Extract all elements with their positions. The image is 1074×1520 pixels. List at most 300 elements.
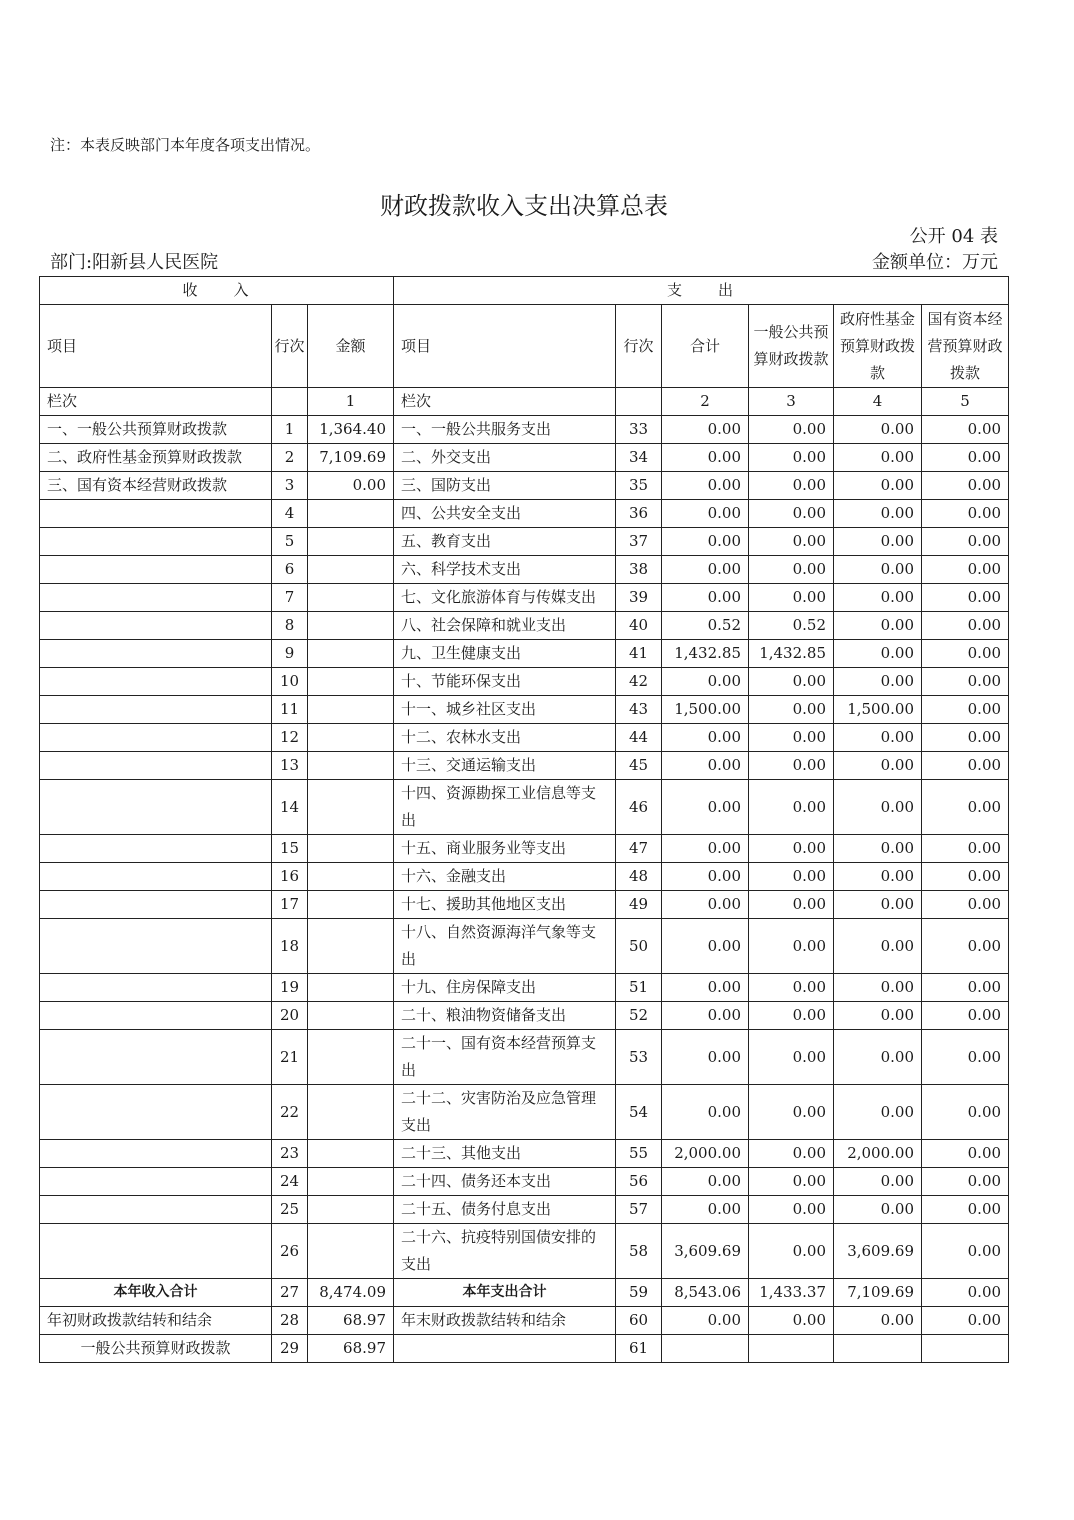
row-number: 54 — [616, 1085, 662, 1140]
income-item — [40, 1085, 272, 1140]
table-id: 公开 04 表 — [909, 226, 998, 247]
general-amount: 1,432.85 — [749, 640, 834, 668]
state-amount: 0.00 — [922, 528, 1009, 556]
col-number: 2 — [662, 388, 749, 416]
row-number: 2 — [272, 444, 308, 472]
income-item — [40, 556, 272, 584]
general-amount: 0.00 — [749, 668, 834, 696]
row-number: 19 — [272, 974, 308, 1002]
row-number: 14 — [272, 780, 308, 835]
fund-amount: 1,500.00 — [834, 696, 922, 724]
state-amount: 0.00 — [922, 919, 1009, 974]
expense-item: 一、一般公共服务支出 — [394, 416, 616, 444]
carryover-row — [40, 1307, 1009, 1335]
total-amount: 0.00 — [662, 863, 749, 891]
general-amount: 0.00 — [749, 780, 834, 835]
expense-item: 十八、自然资源海洋气象等支出 — [394, 919, 616, 974]
income-item: 二、政府性基金预算财政拨款 — [40, 444, 272, 472]
expense-item: 十七、援助其他地区支出 — [394, 891, 616, 919]
general-amount: 0.00 — [749, 1168, 834, 1196]
row-number: 58 — [616, 1224, 662, 1279]
total-amount: 3,609.69 — [662, 1224, 749, 1279]
fund-amount: 0.00 — [834, 444, 922, 472]
row-number: 8 — [272, 612, 308, 640]
income-item — [40, 835, 272, 863]
table-row — [40, 1002, 1009, 1030]
income-amount — [308, 612, 394, 640]
expense-item: 三、国防支出 — [394, 472, 616, 500]
state-amount: 0.00 — [922, 1030, 1009, 1085]
total-amount: 0.00 — [662, 1030, 749, 1085]
table-row — [40, 416, 1009, 444]
state-amount: 0.00 — [922, 444, 1009, 472]
row-number: 5 — [272, 528, 308, 556]
income-amount: 7,109.69 — [308, 444, 394, 472]
fund-amount: 0.00 — [834, 528, 922, 556]
income-amount — [308, 1168, 394, 1196]
expense-item: 二十三、其他支出 — [394, 1140, 616, 1168]
income-item — [40, 891, 272, 919]
state-amount: 0.00 — [922, 612, 1009, 640]
row-number: 36 — [616, 500, 662, 528]
state-amount: 0.00 — [922, 1279, 1009, 1307]
total-amount: 0.00 — [662, 919, 749, 974]
row-number: 20 — [272, 1002, 308, 1030]
general-amount: 1,433.37 — [749, 1279, 834, 1307]
income-amount — [308, 1002, 394, 1030]
total-amount: 0.00 — [662, 444, 749, 472]
general-amount: 0.00 — [749, 1002, 834, 1030]
expense-item: 十二、农林水支出 — [394, 724, 616, 752]
expense-item: 二、外交支出 — [394, 444, 616, 472]
state-amount: 0.00 — [922, 500, 1009, 528]
table-note: 注：本表反映部门本年度各项支出情况。 — [50, 136, 321, 154]
income-item — [40, 1030, 272, 1085]
state-amount: 0.00 — [922, 668, 1009, 696]
general-amount: 0.00 — [749, 974, 834, 1002]
total-amount: 8,543.06 — [662, 1279, 749, 1307]
row-number: 25 — [272, 1196, 308, 1224]
row-number: 1 — [272, 416, 308, 444]
table-row — [40, 556, 1009, 584]
fund-amount: 0.00 — [834, 974, 922, 1002]
col-label: 栏次 — [40, 388, 272, 416]
column-number-row — [40, 388, 1009, 416]
row-number: 34 — [616, 444, 662, 472]
fund-amount: 0.00 — [834, 1196, 922, 1224]
income-amount — [308, 891, 394, 919]
state-amount: 0.00 — [922, 1196, 1009, 1224]
row-number: 38 — [616, 556, 662, 584]
state-amount: 0.00 — [922, 1140, 1009, 1168]
row-number: 48 — [616, 863, 662, 891]
fund-amount: 0.00 — [834, 919, 922, 974]
income-item — [40, 1168, 272, 1196]
state-capital-header: 国有资本经营预算财政拨款 — [922, 305, 1009, 388]
income-item — [40, 1140, 272, 1168]
state-amount: 0.00 — [922, 780, 1009, 835]
expense-item: 二十六、抗疫特别国债安排的支出 — [394, 1224, 616, 1279]
row-number: 9 — [272, 640, 308, 668]
department-label: 部门:阳新县人民医院 — [50, 252, 219, 273]
fund-amount: 0.00 — [834, 863, 922, 891]
row-number: 10 — [272, 668, 308, 696]
fund-amount: 3,609.69 — [834, 1224, 922, 1279]
table-row — [40, 472, 1009, 500]
income-total-label: 本年收入合计 — [40, 1279, 272, 1307]
unit-label: 金额单位：万元 — [872, 252, 998, 273]
row-number: 41 — [616, 640, 662, 668]
expense-row-no-header: 行次 — [616, 305, 662, 388]
table-row — [40, 528, 1009, 556]
row-number: 12 — [272, 724, 308, 752]
income-amount — [308, 1030, 394, 1085]
row-number: 61 — [616, 1335, 662, 1363]
general-amount: 0.00 — [749, 752, 834, 780]
table-row — [40, 780, 1009, 835]
fund-amount: 0.00 — [834, 612, 922, 640]
income-amount — [308, 1140, 394, 1168]
total-amount: 0.00 — [662, 891, 749, 919]
fund-amount: 7,109.69 — [834, 1279, 922, 1307]
row-number: 29 — [272, 1335, 308, 1363]
state-amount: 0.00 — [922, 556, 1009, 584]
expense-item: 八、社会保障和就业支出 — [394, 612, 616, 640]
state-amount: 0.00 — [922, 1307, 1009, 1335]
expense-item: 五、教育支出 — [394, 528, 616, 556]
general-amount: 0.00 — [749, 556, 834, 584]
expense-item-header: 项目 — [394, 305, 616, 388]
income-item — [40, 724, 272, 752]
income-amount — [308, 1085, 394, 1140]
row-number: 40 — [616, 612, 662, 640]
fund-amount: 0.00 — [834, 724, 922, 752]
income-item — [40, 974, 272, 1002]
table-row — [40, 724, 1009, 752]
fund-amount: 0.00 — [834, 556, 922, 584]
fund-amount: 0.00 — [834, 416, 922, 444]
income-section-header: 收 入 — [40, 277, 394, 305]
income-item-header: 项目 — [40, 305, 272, 388]
fund-amount: 0.00 — [834, 1030, 922, 1085]
income-amount — [308, 974, 394, 1002]
income-amount — [308, 556, 394, 584]
expense-item: 二十、粮油物资储备支出 — [394, 1002, 616, 1030]
income-item — [40, 752, 272, 780]
income-amount — [308, 919, 394, 974]
income-amount — [308, 640, 394, 668]
general-amount: 0.00 — [749, 724, 834, 752]
general-amount: 0.00 — [749, 835, 834, 863]
state-amount: 0.00 — [922, 1085, 1009, 1140]
total-amount: 0.00 — [662, 668, 749, 696]
expense-carryover-label: 年末财政拨款结转和结余 — [394, 1307, 616, 1335]
general-amount: 0.00 — [749, 500, 834, 528]
table-row — [40, 584, 1009, 612]
general-amount: 0.00 — [749, 472, 834, 500]
row-number: 49 — [616, 891, 662, 919]
total-amount: 1,500.00 — [662, 696, 749, 724]
row-number: 33 — [616, 416, 662, 444]
row-number: 6 — [272, 556, 308, 584]
row-number: 53 — [616, 1030, 662, 1085]
expense-section-header: 支 出 — [394, 277, 1009, 305]
state-amount: 0.00 — [922, 416, 1009, 444]
row-number: 3 — [272, 472, 308, 500]
row-number: 27 — [272, 1279, 308, 1307]
general-amount: 0.00 — [749, 1196, 834, 1224]
income-amount — [308, 528, 394, 556]
income-item: 三、国有资本经营财政拨款 — [40, 472, 272, 500]
row-number: 21 — [272, 1030, 308, 1085]
income-carryover-label: 年初财政拨款结转和结余 — [40, 1307, 272, 1335]
table-row — [40, 1140, 1009, 1168]
fund-amount: 0.00 — [834, 1002, 922, 1030]
fund-amount: 0.00 — [834, 780, 922, 835]
empty-cell — [394, 1335, 616, 1363]
income-item: 一、一般公共预算财政拨款 — [40, 416, 272, 444]
table-row — [40, 1224, 1009, 1279]
income-item — [40, 528, 272, 556]
general-amount: 0.00 — [749, 919, 834, 974]
general-amount: 0.00 — [749, 584, 834, 612]
general-amount: 0.00 — [749, 416, 834, 444]
total-amount: 0.00 — [662, 556, 749, 584]
total-amount: 0.00 — [662, 835, 749, 863]
income-amount: 1,364.40 — [308, 416, 394, 444]
row-number: 23 — [272, 1140, 308, 1168]
fund-amount: 0.00 — [834, 1307, 922, 1335]
fund-amount: 0.00 — [834, 1168, 922, 1196]
income-amount: 0.00 — [308, 472, 394, 500]
expense-item: 二十二、灾害防治及应急管理支出 — [394, 1085, 616, 1140]
row-number: 46 — [616, 780, 662, 835]
row-number: 43 — [616, 696, 662, 724]
row-number: 28 — [272, 1307, 308, 1335]
income-amount — [308, 1224, 394, 1279]
total-amount: 0.00 — [662, 1168, 749, 1196]
total-amount: 0.00 — [662, 1307, 749, 1335]
finance-summary-table — [39, 276, 1009, 1363]
total-amount: 2,000.00 — [662, 1140, 749, 1168]
row-number: 59 — [616, 1279, 662, 1307]
income-amount — [308, 584, 394, 612]
row-number: 4 — [272, 500, 308, 528]
fund-amount: 0.00 — [834, 1085, 922, 1140]
row-number: 35 — [616, 472, 662, 500]
expense-item: 十五、商业服务业等支出 — [394, 835, 616, 863]
income-amount — [308, 835, 394, 863]
fund-amount: 0.00 — [834, 500, 922, 528]
income-amount — [308, 863, 394, 891]
table-row — [40, 835, 1009, 863]
general-carryover-amount: 68.97 — [308, 1335, 394, 1363]
state-amount: 0.00 — [922, 696, 1009, 724]
general-amount: 0.00 — [749, 1030, 834, 1085]
row-number: 13 — [272, 752, 308, 780]
income-item — [40, 1002, 272, 1030]
total-amount: 0.00 — [662, 416, 749, 444]
income-amount-header: 金额 — [308, 305, 394, 388]
empty-cell — [662, 1335, 749, 1363]
expense-item: 七、文化旅游体育与传媒支出 — [394, 584, 616, 612]
total-amount: 0.00 — [662, 724, 749, 752]
income-item — [40, 1196, 272, 1224]
state-amount: 0.00 — [922, 752, 1009, 780]
row-number: 37 — [616, 528, 662, 556]
income-item — [40, 584, 272, 612]
expense-item: 二十五、债务付息支出 — [394, 1196, 616, 1224]
state-amount: 0.00 — [922, 1168, 1009, 1196]
table-row — [40, 640, 1009, 668]
income-amount — [308, 752, 394, 780]
row-number: 47 — [616, 835, 662, 863]
fund-amount: 0.00 — [834, 752, 922, 780]
fund-amount: 0.00 — [834, 640, 922, 668]
row-number: 16 — [272, 863, 308, 891]
table-row — [40, 612, 1009, 640]
state-amount: 0.00 — [922, 974, 1009, 1002]
table-row — [40, 891, 1009, 919]
table-row — [40, 1196, 1009, 1224]
empty-cell — [616, 388, 662, 416]
state-amount: 0.00 — [922, 835, 1009, 863]
row-number: 18 — [272, 919, 308, 974]
table-row — [40, 1030, 1009, 1085]
total-amount: 0.00 — [662, 584, 749, 612]
general-amount: 0.52 — [749, 612, 834, 640]
fund-budget-header: 政府性基金预算财政拨款 — [834, 305, 922, 388]
income-item — [40, 863, 272, 891]
col-number: 1 — [308, 388, 394, 416]
fund-amount: 0.00 — [834, 584, 922, 612]
row-number: 11 — [272, 696, 308, 724]
row-number: 24 — [272, 1168, 308, 1196]
table-row — [40, 919, 1009, 974]
row-number: 7 — [272, 584, 308, 612]
column-header-row — [40, 305, 1009, 388]
general-amount: 0.00 — [749, 1307, 834, 1335]
general-budget-header: 一般公共预算财政拨款 — [749, 305, 834, 388]
row-number: 45 — [616, 752, 662, 780]
empty-cell — [749, 1335, 834, 1363]
row-number: 57 — [616, 1196, 662, 1224]
income-item — [40, 500, 272, 528]
income-item — [40, 640, 272, 668]
table-row — [40, 863, 1009, 891]
table-row — [40, 500, 1009, 528]
general-amount: 0.00 — [749, 863, 834, 891]
totals-row — [40, 1279, 1009, 1307]
general-carryover-label: 一般公共预算财政拨款 — [40, 1335, 272, 1363]
expense-item: 十九、住房保障支出 — [394, 974, 616, 1002]
total-amount: 0.52 — [662, 612, 749, 640]
fund-amount: 2,000.00 — [834, 1140, 922, 1168]
income-amount — [308, 780, 394, 835]
income-row-no-header: 行次 — [272, 305, 308, 388]
expense-item: 九、卫生健康支出 — [394, 640, 616, 668]
col-number: 4 — [834, 388, 922, 416]
state-amount: 0.00 — [922, 472, 1009, 500]
table-row — [40, 974, 1009, 1002]
fund-amount: 0.00 — [834, 668, 922, 696]
expense-item: 十三、交通运输支出 — [394, 752, 616, 780]
total-amount: 0.00 — [662, 974, 749, 1002]
total-amount: 0.00 — [662, 472, 749, 500]
expense-item: 二十一、国有资本经营预算支出 — [394, 1030, 616, 1085]
row-number: 26 — [272, 1224, 308, 1279]
row-number: 56 — [616, 1168, 662, 1196]
expense-item: 四、公共安全支出 — [394, 500, 616, 528]
state-amount: 0.00 — [922, 640, 1009, 668]
income-item — [40, 612, 272, 640]
carryover-general-row — [40, 1335, 1009, 1363]
table-row — [40, 1085, 1009, 1140]
total-amount: 0.00 — [662, 780, 749, 835]
total-amount: 0.00 — [662, 1196, 749, 1224]
row-number: 50 — [616, 919, 662, 974]
table-row — [40, 752, 1009, 780]
table-row — [40, 1168, 1009, 1196]
expense-item: 十一、城乡社区支出 — [394, 696, 616, 724]
general-amount: 0.00 — [749, 1224, 834, 1279]
expense-item: 十六、金融支出 — [394, 863, 616, 891]
row-number: 60 — [616, 1307, 662, 1335]
expense-item: 十四、资源勘探工业信息等支出 — [394, 780, 616, 835]
income-item — [40, 780, 272, 835]
page-title: 财政拨款收入支出决算总表 — [380, 192, 668, 220]
general-amount: 0.00 — [749, 891, 834, 919]
income-total-amount: 8,474.09 — [308, 1279, 394, 1307]
row-number: 52 — [616, 1002, 662, 1030]
row-number: 15 — [272, 835, 308, 863]
section-header-row — [40, 277, 1009, 305]
total-amount: 0.00 — [662, 528, 749, 556]
row-number: 51 — [616, 974, 662, 1002]
income-carryover-amount: 68.97 — [308, 1307, 394, 1335]
total-amount: 0.00 — [662, 1002, 749, 1030]
fund-amount: 0.00 — [834, 891, 922, 919]
col-label: 栏次 — [394, 388, 616, 416]
general-amount: 0.00 — [749, 1085, 834, 1140]
general-amount: 0.00 — [749, 1140, 834, 1168]
row-number: 39 — [616, 584, 662, 612]
fund-amount: 0.00 — [834, 472, 922, 500]
general-amount: 0.00 — [749, 528, 834, 556]
empty-cell — [272, 388, 308, 416]
row-number: 17 — [272, 891, 308, 919]
empty-cell — [834, 1335, 922, 1363]
state-amount: 0.00 — [922, 1002, 1009, 1030]
state-amount: 0.00 — [922, 891, 1009, 919]
table-row — [40, 696, 1009, 724]
income-amount — [308, 696, 394, 724]
state-amount: 0.00 — [922, 863, 1009, 891]
state-amount: 0.00 — [922, 584, 1009, 612]
general-amount: 0.00 — [749, 696, 834, 724]
total-header: 合计 — [662, 305, 749, 388]
expense-item: 六、科学技术支出 — [394, 556, 616, 584]
income-amount — [308, 668, 394, 696]
table-row — [40, 668, 1009, 696]
state-amount: 0.00 — [922, 724, 1009, 752]
expense-item: 二十四、债务还本支出 — [394, 1168, 616, 1196]
row-number: 44 — [616, 724, 662, 752]
income-item — [40, 1224, 272, 1279]
expense-item: 十、节能环保支出 — [394, 668, 616, 696]
fund-amount: 0.00 — [834, 835, 922, 863]
empty-cell — [922, 1335, 1009, 1363]
